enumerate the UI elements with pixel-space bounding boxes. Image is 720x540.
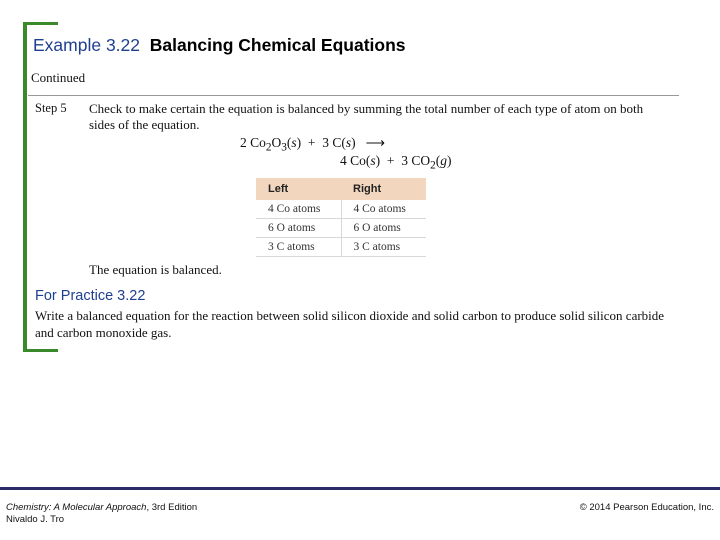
step-label: Step 5 <box>35 101 67 115</box>
table-cell: 3 C atoms <box>256 238 341 257</box>
footer-citation <box>6 502 197 526</box>
column-header-left: Left <box>256 178 341 200</box>
equation-products: 4 Co(s) + 3 $CO_2(g)$ <box>340 153 452 172</box>
practice-text: Write a balanced equation for the reaction between solid silicon dioxide and solid carbon to produce solid silicon carbide and carbon monoxide gas. <box>35 308 665 340</box>
table-row <box>256 238 426 257</box>
page-title <box>33 35 406 56</box>
step-text: Check to make certain the equation is balanced by summing the total number of each type of atom on both sides of the equation. <box>89 101 644 132</box>
equation-reactants: 2 $Co_2O_3(s) + 3$ C(s) ⟶ <box>240 135 386 154</box>
result-text: The equation is balanced. <box>89 262 222 277</box>
reaction-arrow-icon: ⟶ <box>365 135 386 150</box>
book-author: Nivaldo J. Tro <box>6 514 65 525</box>
divider <box>28 95 679 96</box>
table-row <box>256 200 426 219</box>
book-edition: , 3rd Edition <box>146 502 198 513</box>
table-row <box>256 219 426 238</box>
footer-divider <box>0 487 720 490</box>
table-header-row <box>256 178 426 200</box>
practice-title: For Practice 3.22 <box>35 288 146 304</box>
table-cell: 4 Co atoms <box>256 200 341 219</box>
column-header-right: Right <box>341 178 426 200</box>
continued-label: Continued <box>31 70 86 85</box>
atom-count-table <box>256 178 426 257</box>
title-text: Balancing Chemical Equations <box>149 35 406 55</box>
table-cell: 6 O atoms <box>341 219 426 238</box>
copyright-notice: © 2014 Pearson Education, Inc. <box>579 502 714 513</box>
table-cell: 4 Co atoms <box>341 200 426 219</box>
table-cell: 3 C atoms <box>341 238 426 257</box>
book-title: Chemistry: A Molecular Approach <box>6 502 147 513</box>
table-cell: 6 O atoms <box>256 219 341 238</box>
title-label: Example 3.22 <box>33 35 141 55</box>
